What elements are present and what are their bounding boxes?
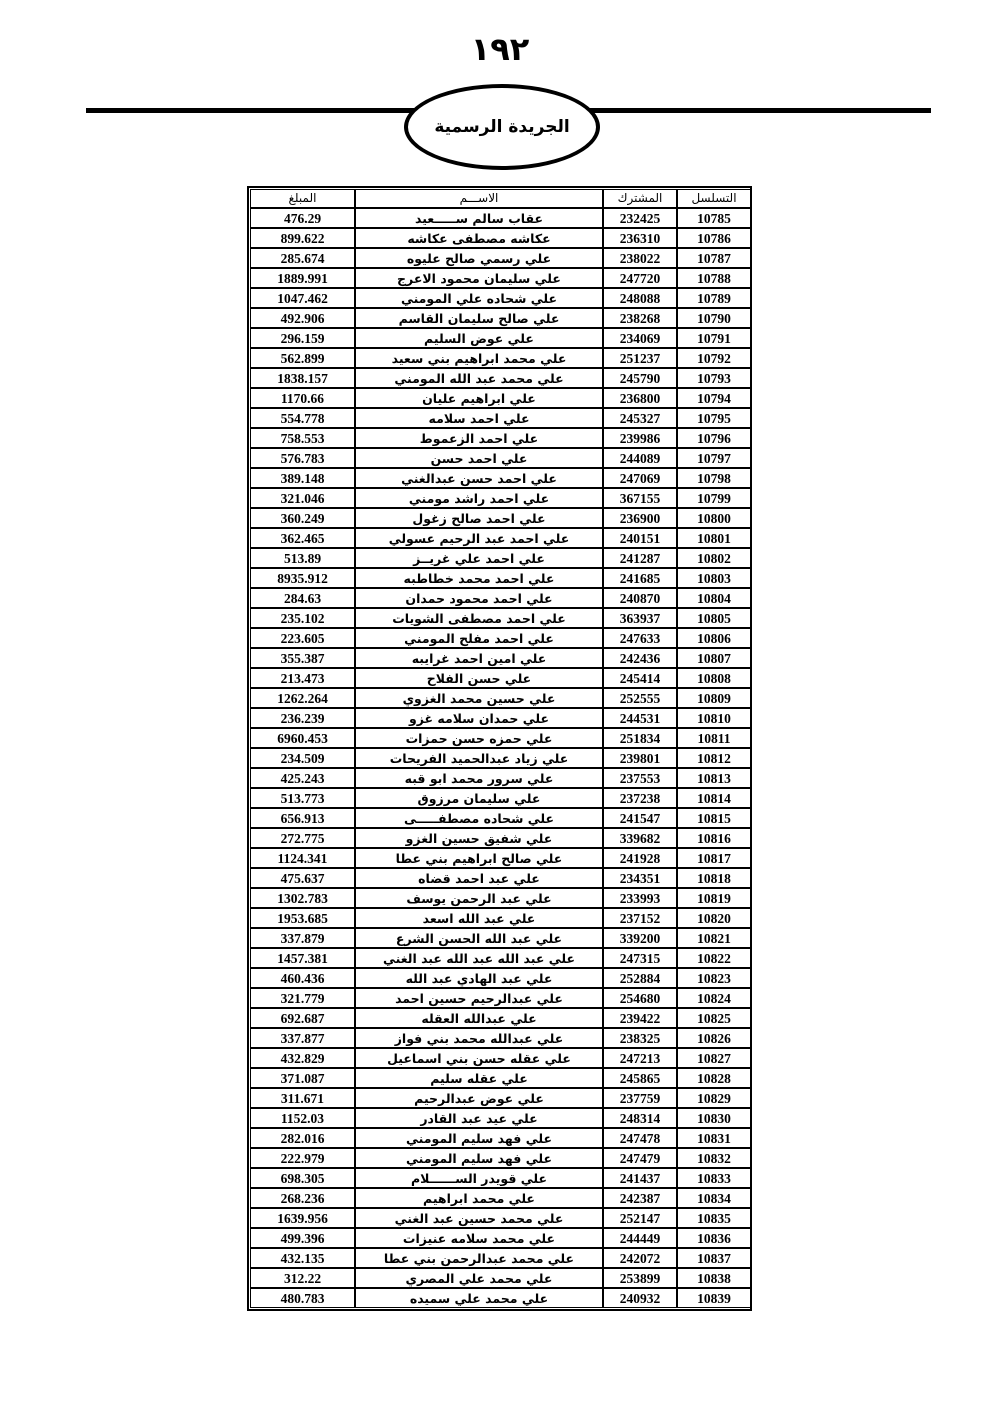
cell-amount: 1047.462 xyxy=(250,288,355,308)
cell-serial: 10805 xyxy=(677,608,751,628)
cell-subscriber: 238325 xyxy=(603,1028,677,1048)
cell-serial: 10801 xyxy=(677,528,751,548)
cell-subscriber: 247478 xyxy=(603,1128,677,1148)
table-row xyxy=(250,688,751,708)
cell-amount: 492.906 xyxy=(250,308,355,328)
cell-serial: 10803 xyxy=(677,568,751,588)
cell-serial: 10789 xyxy=(677,288,751,308)
cell-amount: 1302.783 xyxy=(250,888,355,908)
table-row xyxy=(250,908,751,928)
cell-serial: 10808 xyxy=(677,668,751,688)
cell-name: علي احمد عبد الرحيم عسولي xyxy=(355,528,603,548)
cell-amount: 272.775 xyxy=(250,828,355,848)
table-row xyxy=(250,868,751,888)
cell-serial: 10818 xyxy=(677,868,751,888)
cell-subscriber: 252555 xyxy=(603,688,677,708)
table-row xyxy=(250,808,751,828)
cell-name: علي صالح ابراهيم بني عطا xyxy=(355,848,603,868)
cell-subscriber: 236800 xyxy=(603,388,677,408)
table-row xyxy=(250,528,751,548)
cell-name: علي زياد عبدالحميد الفريحات xyxy=(355,748,603,768)
header-amount: المبلغ xyxy=(250,189,355,208)
cell-subscriber: 248088 xyxy=(603,288,677,308)
cell-subscriber: 241547 xyxy=(603,808,677,828)
cell-serial: 10837 xyxy=(677,1248,751,1268)
cell-subscriber: 233993 xyxy=(603,888,677,908)
cell-name: علي محمد ابراهيم xyxy=(355,1188,603,1208)
table-row xyxy=(250,288,751,308)
table-header-row xyxy=(250,189,751,208)
cell-amount: 758.553 xyxy=(250,428,355,448)
cell-subscriber: 237238 xyxy=(603,788,677,808)
cell-name: علي احمد سلامه xyxy=(355,408,603,428)
cell-amount: 355.387 xyxy=(250,648,355,668)
cell-subscriber: 240932 xyxy=(603,1288,677,1308)
cell-amount: 1953.685 xyxy=(250,908,355,928)
cell-name: علي عبدالله محمد بني فواز xyxy=(355,1028,603,1048)
table-row xyxy=(250,1208,751,1228)
cell-serial: 10825 xyxy=(677,1008,751,1028)
cell-subscriber: 241287 xyxy=(603,548,677,568)
cell-serial: 10827 xyxy=(677,1048,751,1068)
cell-subscriber: 339200 xyxy=(603,928,677,948)
cell-subscriber: 236900 xyxy=(603,508,677,528)
cell-name: علي قويدر الســــــلام xyxy=(355,1168,603,1188)
cell-serial: 10828 xyxy=(677,1068,751,1088)
cell-serial: 10787 xyxy=(677,248,751,268)
cell-name: علي احمد حسن عبدالغني xyxy=(355,468,603,488)
cell-name: علي محمد علي سميده xyxy=(355,1288,603,1308)
cell-subscriber: 245790 xyxy=(603,368,677,388)
cell-amount: 513.773 xyxy=(250,788,355,808)
cell-name: علي حسن الفلاح xyxy=(355,668,603,688)
cell-serial: 10829 xyxy=(677,1088,751,1108)
cell-amount: 698.305 xyxy=(250,1168,355,1188)
cell-serial: 10809 xyxy=(677,688,751,708)
cell-serial: 10793 xyxy=(677,368,751,388)
table-row xyxy=(250,848,751,868)
cell-serial: 10791 xyxy=(677,328,751,348)
cell-amount: 656.913 xyxy=(250,808,355,828)
cell-subscriber: 254680 xyxy=(603,988,677,1008)
cell-subscriber: 236310 xyxy=(603,228,677,248)
cell-amount: 389.148 xyxy=(250,468,355,488)
cell-subscriber: 241685 xyxy=(603,568,677,588)
table-row xyxy=(250,1268,751,1288)
cell-amount: 480.783 xyxy=(250,1288,355,1308)
cell-serial: 10820 xyxy=(677,908,751,928)
table-row xyxy=(250,448,751,468)
cell-amount: 1152.03 xyxy=(250,1108,355,1128)
cell-serial: 10831 xyxy=(677,1128,751,1148)
cell-amount: 1124.341 xyxy=(250,848,355,868)
table-row xyxy=(250,208,751,228)
cell-name: علي سرور محمد ابو قبه xyxy=(355,768,603,788)
cell-name: علي محمد عبدالرحمن بني عطا xyxy=(355,1248,603,1268)
cell-amount: 899.622 xyxy=(250,228,355,248)
cell-serial: 10811 xyxy=(677,728,751,748)
cell-amount: 222.979 xyxy=(250,1148,355,1168)
cell-name: علي احمد راشد مومني xyxy=(355,488,603,508)
table-row xyxy=(250,748,751,768)
cell-subscriber: 244089 xyxy=(603,448,677,468)
table-row xyxy=(250,988,751,1008)
cell-amount: 268.236 xyxy=(250,1188,355,1208)
cell-subscriber: 247633 xyxy=(603,628,677,648)
table-row xyxy=(250,628,751,648)
cell-subscriber: 239422 xyxy=(603,1008,677,1028)
cell-name: علي حمزه حسن حمزات xyxy=(355,728,603,748)
cell-name: علي عبد الله اسعد xyxy=(355,908,603,928)
cell-subscriber: 245327 xyxy=(603,408,677,428)
cell-subscriber: 252147 xyxy=(603,1208,677,1228)
cell-serial: 10834 xyxy=(677,1188,751,1208)
cell-name: علي محمد ابراهيم بني سعيد xyxy=(355,348,603,368)
table-row xyxy=(250,388,751,408)
cell-subscriber: 240870 xyxy=(603,588,677,608)
cell-name: علي عبدالله العقله xyxy=(355,1008,603,1028)
cell-serial: 10810 xyxy=(677,708,751,728)
cell-serial: 10788 xyxy=(677,268,751,288)
cell-amount: 1639.956 xyxy=(250,1208,355,1228)
cell-serial: 10812 xyxy=(677,748,751,768)
cell-name: علي عقله حسن بني اسماعيل xyxy=(355,1048,603,1068)
cell-serial: 10838 xyxy=(677,1268,751,1288)
cell-serial: 10836 xyxy=(677,1228,751,1248)
page-number: ١٩٢ xyxy=(470,30,530,68)
table-row xyxy=(250,1108,751,1128)
cell-subscriber: 239801 xyxy=(603,748,677,768)
cell-amount: 321.779 xyxy=(250,988,355,1008)
cell-subscriber: 252884 xyxy=(603,968,677,988)
table-row xyxy=(250,228,751,248)
cell-subscriber: 247315 xyxy=(603,948,677,968)
table-body xyxy=(250,208,751,1308)
table-row xyxy=(250,408,751,428)
cell-name: علي احمد علي غريــز xyxy=(355,548,603,568)
table-row xyxy=(250,428,751,448)
cell-serial: 10797 xyxy=(677,448,751,468)
table-row xyxy=(250,328,751,348)
cell-amount: 692.687 xyxy=(250,1008,355,1028)
cell-amount: 432.829 xyxy=(250,1048,355,1068)
cell-subscriber: 253899 xyxy=(603,1268,677,1288)
cell-name: علي احمد مصطفى الشويات xyxy=(355,608,603,628)
cell-amount: 475.637 xyxy=(250,868,355,888)
table-row xyxy=(250,588,751,608)
cell-subscriber: 251834 xyxy=(603,728,677,748)
cell-amount: 282.016 xyxy=(250,1128,355,1148)
table-row xyxy=(250,548,751,568)
cell-amount: 1457.381 xyxy=(250,948,355,968)
cell-serial: 10786 xyxy=(677,228,751,248)
cell-serial: 10819 xyxy=(677,888,751,908)
payments-table xyxy=(250,189,751,1308)
cell-amount: 562.899 xyxy=(250,348,355,368)
cell-amount: 337.879 xyxy=(250,928,355,948)
header-serial: التسلسل xyxy=(677,189,751,208)
cell-subscriber: 239986 xyxy=(603,428,677,448)
cell-subscriber: 339682 xyxy=(603,828,677,848)
cell-amount: 499.396 xyxy=(250,1228,355,1248)
table-row xyxy=(250,928,751,948)
cell-subscriber: 240151 xyxy=(603,528,677,548)
cell-amount: 1170.66 xyxy=(250,388,355,408)
cell-subscriber: 251237 xyxy=(603,348,677,368)
cell-serial: 10824 xyxy=(677,988,751,1008)
cell-amount: 213.473 xyxy=(250,668,355,688)
table-row xyxy=(250,948,751,968)
cell-serial: 10800 xyxy=(677,508,751,528)
cell-name: علي عبد الله عبد الله عبد الغني xyxy=(355,948,603,968)
cell-subscriber: 247479 xyxy=(603,1148,677,1168)
cell-name: علي عبد الهادي عبد الله xyxy=(355,968,603,988)
cell-serial: 10839 xyxy=(677,1288,751,1308)
cell-serial: 10833 xyxy=(677,1168,751,1188)
table-row xyxy=(250,1228,751,1248)
cell-amount: 223.605 xyxy=(250,628,355,648)
cell-name: علي عبد الرحمن يوسف xyxy=(355,888,603,908)
cell-serial: 10816 xyxy=(677,828,751,848)
table-row xyxy=(250,968,751,988)
cell-name: علي فهد سليم المومني xyxy=(355,1128,603,1148)
table-row xyxy=(250,1188,751,1208)
table-row xyxy=(250,1148,751,1168)
table-row xyxy=(250,1248,751,1268)
cell-amount: 337.877 xyxy=(250,1028,355,1048)
cell-name: علي رسمي صالح عليوه xyxy=(355,248,603,268)
cell-amount: 360.249 xyxy=(250,508,355,528)
cell-amount: 312.22 xyxy=(250,1268,355,1288)
cell-serial: 10785 xyxy=(677,208,751,228)
cell-serial: 10799 xyxy=(677,488,751,508)
cell-subscriber: 248314 xyxy=(603,1108,677,1128)
cell-name: علي سليمان محمود الاعرج xyxy=(355,268,603,288)
table-row xyxy=(250,308,751,328)
cell-serial: 10817 xyxy=(677,848,751,868)
cell-name: علي شحاده مصطفـــــى xyxy=(355,808,603,828)
cell-name: علي حسين محمد الغزوي xyxy=(355,688,603,708)
cell-subscriber: 237152 xyxy=(603,908,677,928)
table-row xyxy=(250,488,751,508)
cell-subscriber: 244449 xyxy=(603,1228,677,1248)
table-row xyxy=(250,1048,751,1068)
cell-serial: 10807 xyxy=(677,648,751,668)
cell-name: علي عوض عبدالرحيم xyxy=(355,1088,603,1108)
table-row xyxy=(250,768,751,788)
cell-amount: 1262.264 xyxy=(250,688,355,708)
cell-subscriber: 245865 xyxy=(603,1068,677,1088)
table-row xyxy=(250,708,751,728)
table-row xyxy=(250,268,751,288)
cell-subscriber: 241928 xyxy=(603,848,677,868)
gazette-title-oval xyxy=(404,84,600,170)
cell-name: علي محمد عبد الله المومني xyxy=(355,368,603,388)
cell-serial: 10813 xyxy=(677,768,751,788)
cell-amount: 513.89 xyxy=(250,548,355,568)
cell-subscriber: 241437 xyxy=(603,1168,677,1188)
cell-serial: 10821 xyxy=(677,928,751,948)
cell-name: علي محمد علي المصري xyxy=(355,1268,603,1288)
cell-serial: 10802 xyxy=(677,548,751,568)
cell-name: علي فهد سليم المومني xyxy=(355,1148,603,1168)
cell-serial: 10823 xyxy=(677,968,751,988)
cell-subscriber: 363937 xyxy=(603,608,677,628)
cell-amount: 285.674 xyxy=(250,248,355,268)
cell-amount: 311.671 xyxy=(250,1088,355,1108)
table-row xyxy=(250,608,751,628)
cell-serial: 10832 xyxy=(677,1148,751,1168)
cell-subscriber: 238268 xyxy=(603,308,677,328)
cell-serial: 10815 xyxy=(677,808,751,828)
cell-name: علي شفيق حسين الغزو xyxy=(355,828,603,848)
cell-name: علي محمد سلامه عنيزات xyxy=(355,1228,603,1248)
cell-name: علي عقله سليم xyxy=(355,1068,603,1088)
cell-serial: 10792 xyxy=(677,348,751,368)
cell-amount: 6960.453 xyxy=(250,728,355,748)
cell-subscriber: 367155 xyxy=(603,488,677,508)
cell-amount: 284.63 xyxy=(250,588,355,608)
cell-amount: 321.046 xyxy=(250,488,355,508)
cell-subscriber: 244531 xyxy=(603,708,677,728)
cell-serial: 10806 xyxy=(677,628,751,648)
cell-amount: 1889.991 xyxy=(250,268,355,288)
header-subscriber: المشترك xyxy=(603,189,677,208)
cell-amount: 476.29 xyxy=(250,208,355,228)
cell-name: علي حمدان سلامه غزو xyxy=(355,708,603,728)
cell-name: علي احمد محمد خطاطبه xyxy=(355,568,603,588)
cell-name: عقاب سالم ســـــعيد xyxy=(355,208,603,228)
cell-serial: 10794 xyxy=(677,388,751,408)
cell-subscriber: 238022 xyxy=(603,248,677,268)
cell-name: علي محمد حسين عبد الغني xyxy=(355,1208,603,1228)
payments-table-frame xyxy=(247,186,752,1311)
cell-name: علي صالح سليمان القاسم xyxy=(355,308,603,328)
cell-serial: 10804 xyxy=(677,588,751,608)
cell-serial: 10814 xyxy=(677,788,751,808)
cell-name: علي احمد محمود حمدان xyxy=(355,588,603,608)
cell-amount: 1838.157 xyxy=(250,368,355,388)
cell-amount: 362.465 xyxy=(250,528,355,548)
cell-subscriber: 247720 xyxy=(603,268,677,288)
table-row xyxy=(250,468,751,488)
cell-subscriber: 234069 xyxy=(603,328,677,348)
cell-subscriber: 242387 xyxy=(603,1188,677,1208)
table-row xyxy=(250,248,751,268)
cell-name: علي سليمان مرزوق xyxy=(355,788,603,808)
table-row xyxy=(250,1288,751,1308)
cell-subscriber: 247069 xyxy=(603,468,677,488)
cell-name: علي احمد حسن xyxy=(355,448,603,468)
table-row xyxy=(250,568,751,588)
table-row xyxy=(250,368,751,388)
header-name: الاســـم xyxy=(355,189,603,208)
table-row xyxy=(250,728,751,748)
cell-amount: 8935.912 xyxy=(250,568,355,588)
cell-serial: 10822 xyxy=(677,948,751,968)
cell-amount: 235.102 xyxy=(250,608,355,628)
cell-serial: 10796 xyxy=(677,428,751,448)
table-row xyxy=(250,508,751,528)
gazette-title: الجريدة الرسمية xyxy=(434,117,570,137)
cell-name: علي احمد صالح زغول xyxy=(355,508,603,528)
cell-name: عكاشه مصطفى عكاشه xyxy=(355,228,603,248)
cell-name: علي امين احمد غرايبه xyxy=(355,648,603,668)
table-row xyxy=(250,1088,751,1108)
cell-name: علي عوض السليم xyxy=(355,328,603,348)
cell-name: علي عيد عبد القادر xyxy=(355,1108,603,1128)
cell-serial: 10790 xyxy=(677,308,751,328)
cell-subscriber: 237553 xyxy=(603,768,677,788)
cell-name: علي احمد مفلح المومني xyxy=(355,628,603,648)
cell-amount: 576.783 xyxy=(250,448,355,468)
cell-name: علي عبد احمد قضاه xyxy=(355,868,603,888)
cell-subscriber: 245414 xyxy=(603,668,677,688)
cell-amount: 554.778 xyxy=(250,408,355,428)
table-row xyxy=(250,1008,751,1028)
table-row xyxy=(250,348,751,368)
cell-name: علي احمد الزعموط xyxy=(355,428,603,448)
cell-serial: 10795 xyxy=(677,408,751,428)
table-row xyxy=(250,828,751,848)
cell-subscriber: 247213 xyxy=(603,1048,677,1068)
table-row xyxy=(250,788,751,808)
cell-serial: 10798 xyxy=(677,468,751,488)
cell-name: علي ابراهيم عليان xyxy=(355,388,603,408)
cell-amount: 432.135 xyxy=(250,1248,355,1268)
cell-subscriber: 232425 xyxy=(603,208,677,228)
cell-subscriber: 242072 xyxy=(603,1248,677,1268)
cell-amount: 371.087 xyxy=(250,1068,355,1088)
table-row xyxy=(250,888,751,908)
cell-amount: 425.243 xyxy=(250,768,355,788)
table-row xyxy=(250,1028,751,1048)
table-row xyxy=(250,1068,751,1088)
cell-name: علي شحاده علي المومني xyxy=(355,288,603,308)
cell-amount: 460.436 xyxy=(250,968,355,988)
table-row xyxy=(250,668,751,688)
cell-amount: 296.159 xyxy=(250,328,355,348)
cell-serial: 10830 xyxy=(677,1108,751,1128)
cell-subscriber: 242436 xyxy=(603,648,677,668)
cell-name: علي عبدالرحيم حسين احمد xyxy=(355,988,603,1008)
cell-subscriber: 234351 xyxy=(603,868,677,888)
cell-amount: 234.509 xyxy=(250,748,355,768)
cell-subscriber: 237759 xyxy=(603,1088,677,1108)
table-row xyxy=(250,1128,751,1148)
cell-name: علي عبد الله الحسن الشرع xyxy=(355,928,603,948)
cell-serial: 10835 xyxy=(677,1208,751,1228)
cell-amount: 236.239 xyxy=(250,708,355,728)
cell-serial: 10826 xyxy=(677,1028,751,1048)
table-row xyxy=(250,1168,751,1188)
table-row xyxy=(250,648,751,668)
